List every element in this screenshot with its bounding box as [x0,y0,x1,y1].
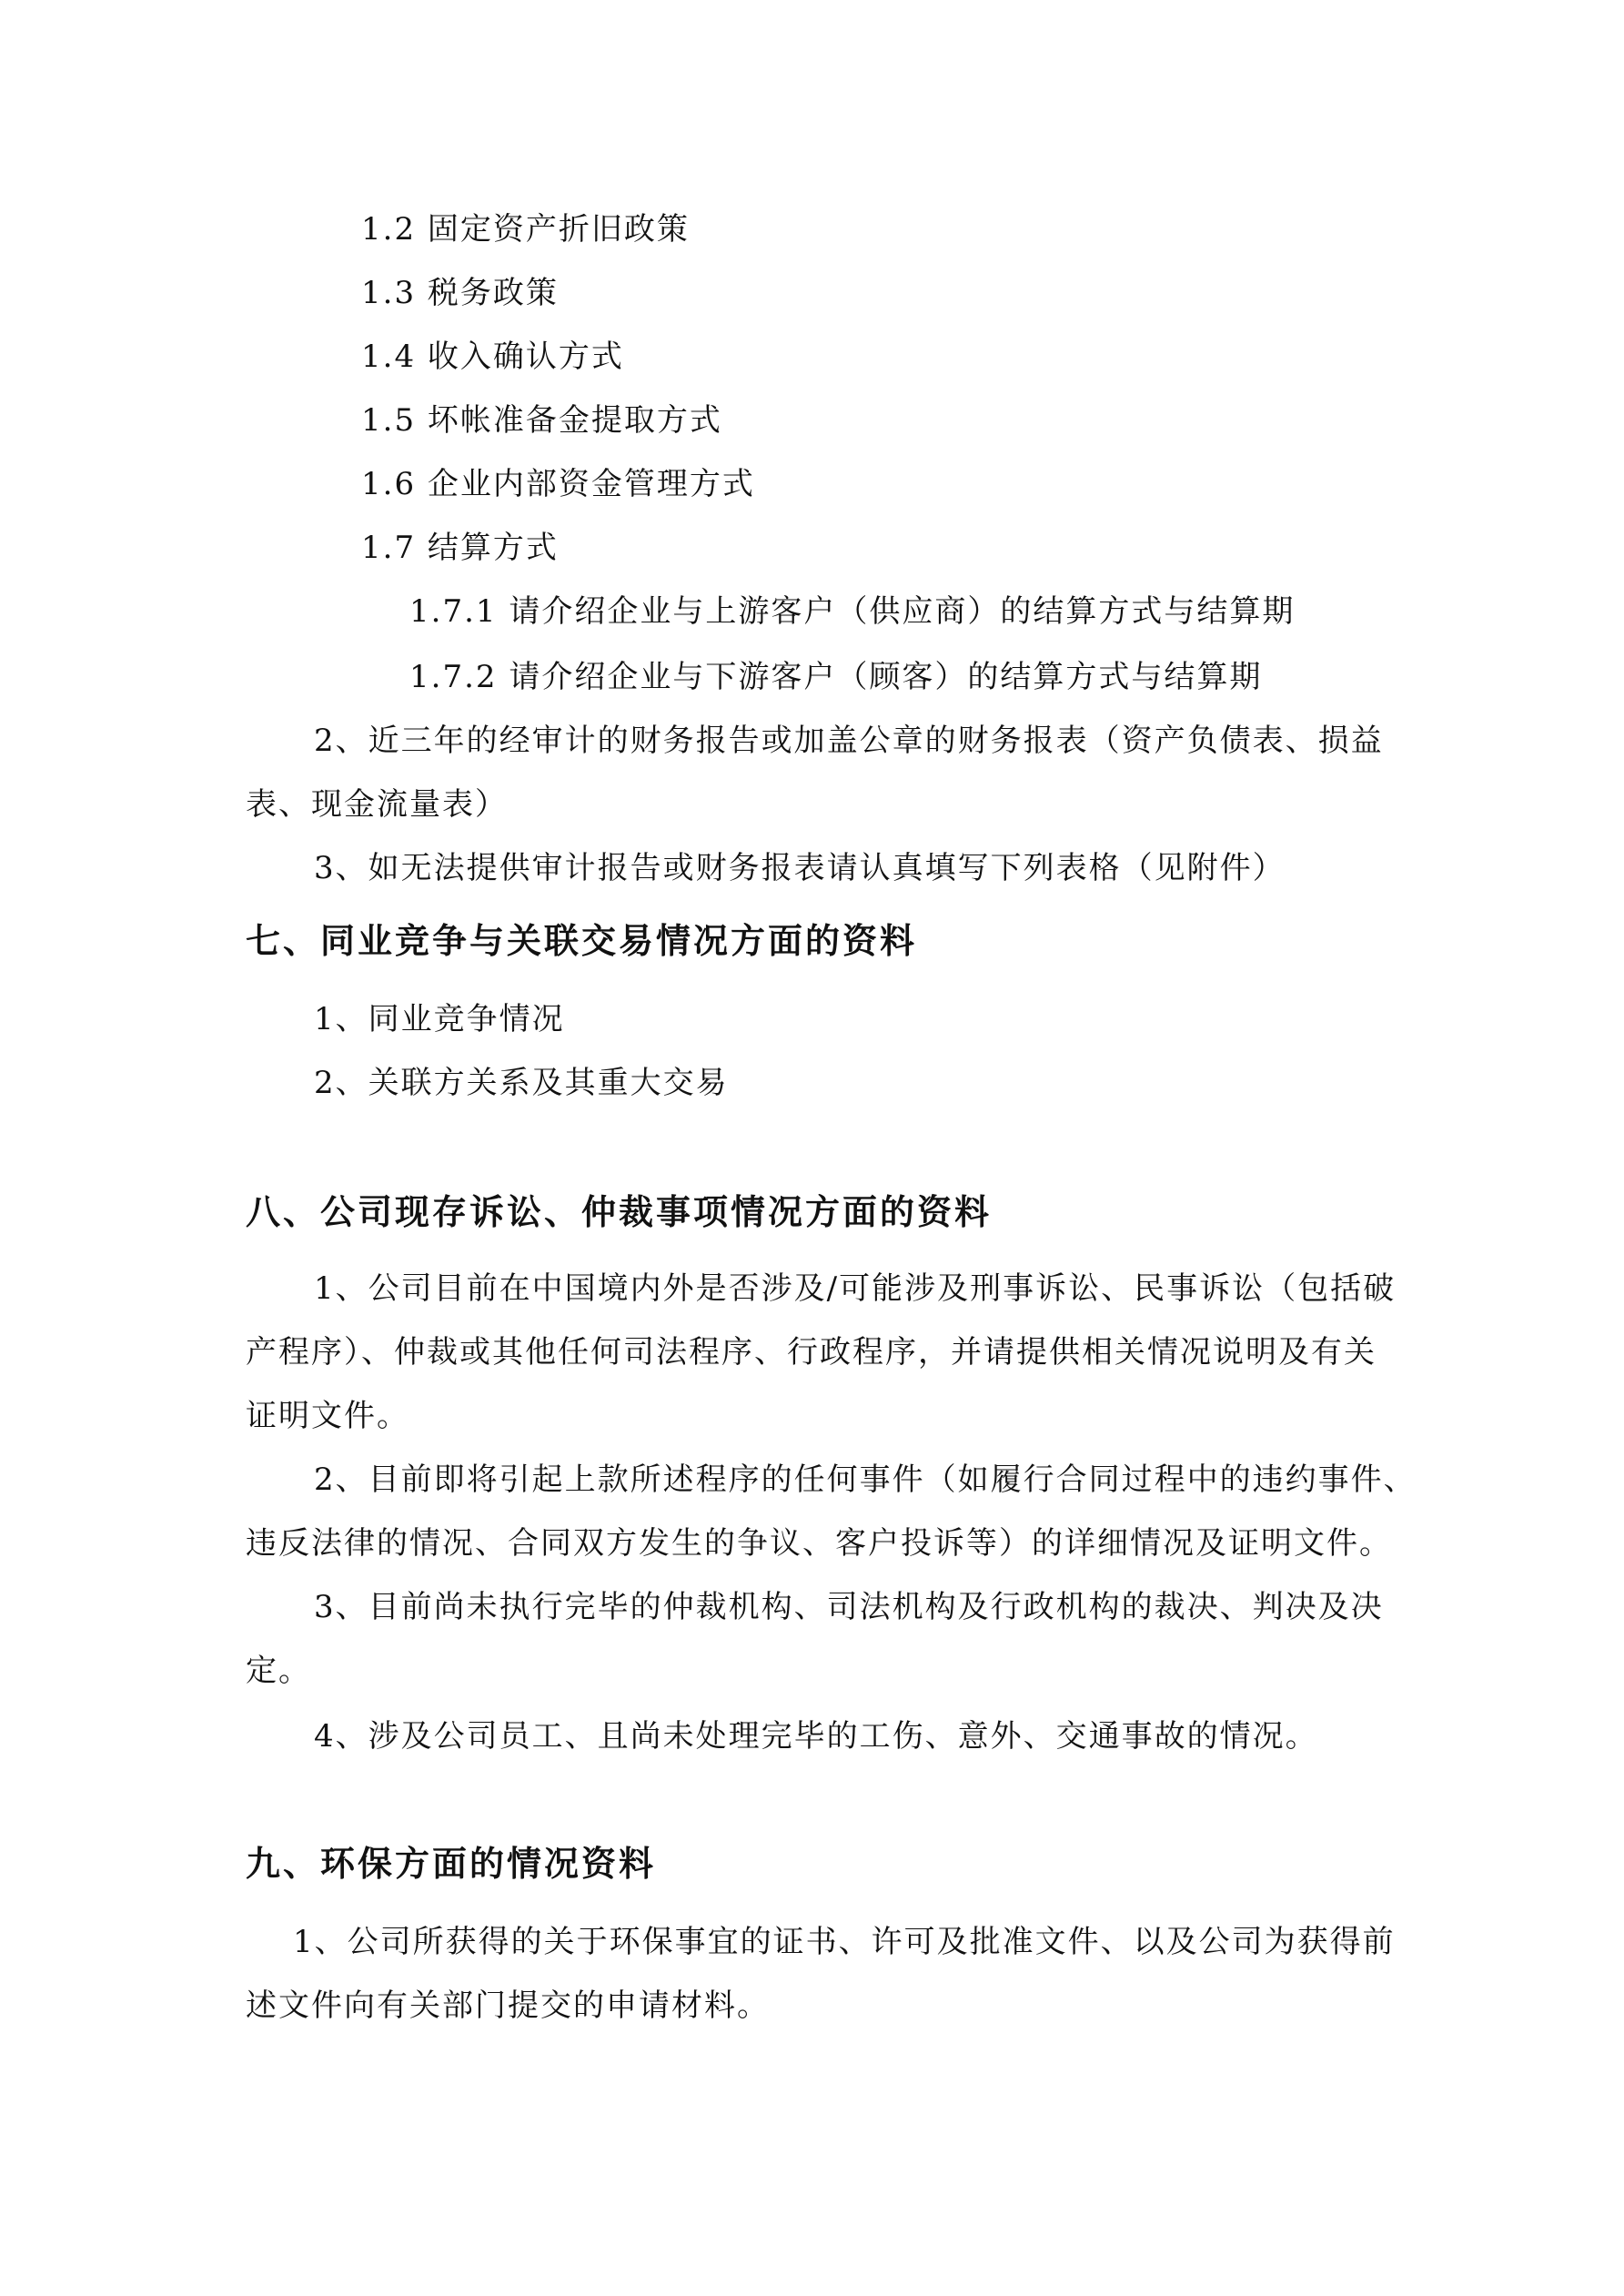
item-1-6: 1.6 企业内部资金管理方式 [361,466,755,502]
item-1-5: 1.5 坏帐准备金提取方式 [361,402,722,439]
section-7-item-1: 1、同业竞争情况 [314,1001,565,1037]
item-1-2: 1.2 固定资产折旧政策 [361,211,690,248]
item-1-7: 1.7 结算方式 [361,530,559,566]
section-8-item-3-line-2: 定。 [246,1653,311,1689]
item-1-3: 1.3 税务政策 [361,275,559,311]
item-2-line-1: 2、近三年的经审计的财务报告或加盖公章的财务报表（资产负债表、损益 [314,723,1384,759]
section-9-heading: 九、环保方面的情况资料 [246,1843,657,1884]
item-1-7-2: 1.7.2 请介绍企业与下游客户（顾客）的结算方式与结算期 [409,659,1263,695]
item-2-line-2: 表、现金流量表） [246,786,508,823]
section-8-item-1-line-1: 1、公司目前在中国境内外是否涉及/可能涉及刑事诉讼、民事诉讼（包括破 [314,1270,1397,1307]
section-9-item-1-line-2: 述文件向有关部门提交的申请材料。 [246,1988,770,2024]
section-8-heading: 八、公司现存诉讼、仲裁事项情况方面的资料 [246,1191,993,1232]
section-7-heading: 七、同业竞争与关联交易情况方面的资料 [246,920,918,961]
section-7-item-2: 2、关联方关系及其重大交易 [314,1065,729,1101]
section-8-item-4: 4、涉及公司员工、且尚未处理完毕的工伤、意外、交通事故的情况。 [314,1718,1318,1755]
item-1-4: 1.4 收入确认方式 [361,339,624,375]
item-3: 3、如无法提供审计报告或财务报表请认真填写下列表格（见附件） [314,850,1286,886]
section-8-item-1-line-3: 证明文件。 [246,1398,409,1434]
item-1-7-1: 1.7.1 请介绍企业与上游客户（供应商）的结算方式与结算期 [409,593,1296,630]
section-8-item-1-line-2: 产程序）、仲裁或其他任何司法程序、行政程序，并请提供相关情况说明及有关 [246,1334,1377,1371]
section-8-item-3-line-1: 3、目前尚未执行完毕的仲裁机构、司法机构及行政机构的裁决、判决及决 [314,1589,1384,1625]
section-8-item-2-line-2: 违反法律的情况、合同双方发生的争议、客户投诉等）的详细情况及证明文件。 [246,1525,1392,1562]
section-8-item-2-line-1: 2、目前即将引起上款所述程序的任何事件（如履行合同过程中的违约事件、 [314,1462,1417,1498]
section-9-item-1-line-1: 1、公司所获得的关于环保事宜的证书、许可及批准文件、以及公司为获得前 [293,1924,1396,1960]
